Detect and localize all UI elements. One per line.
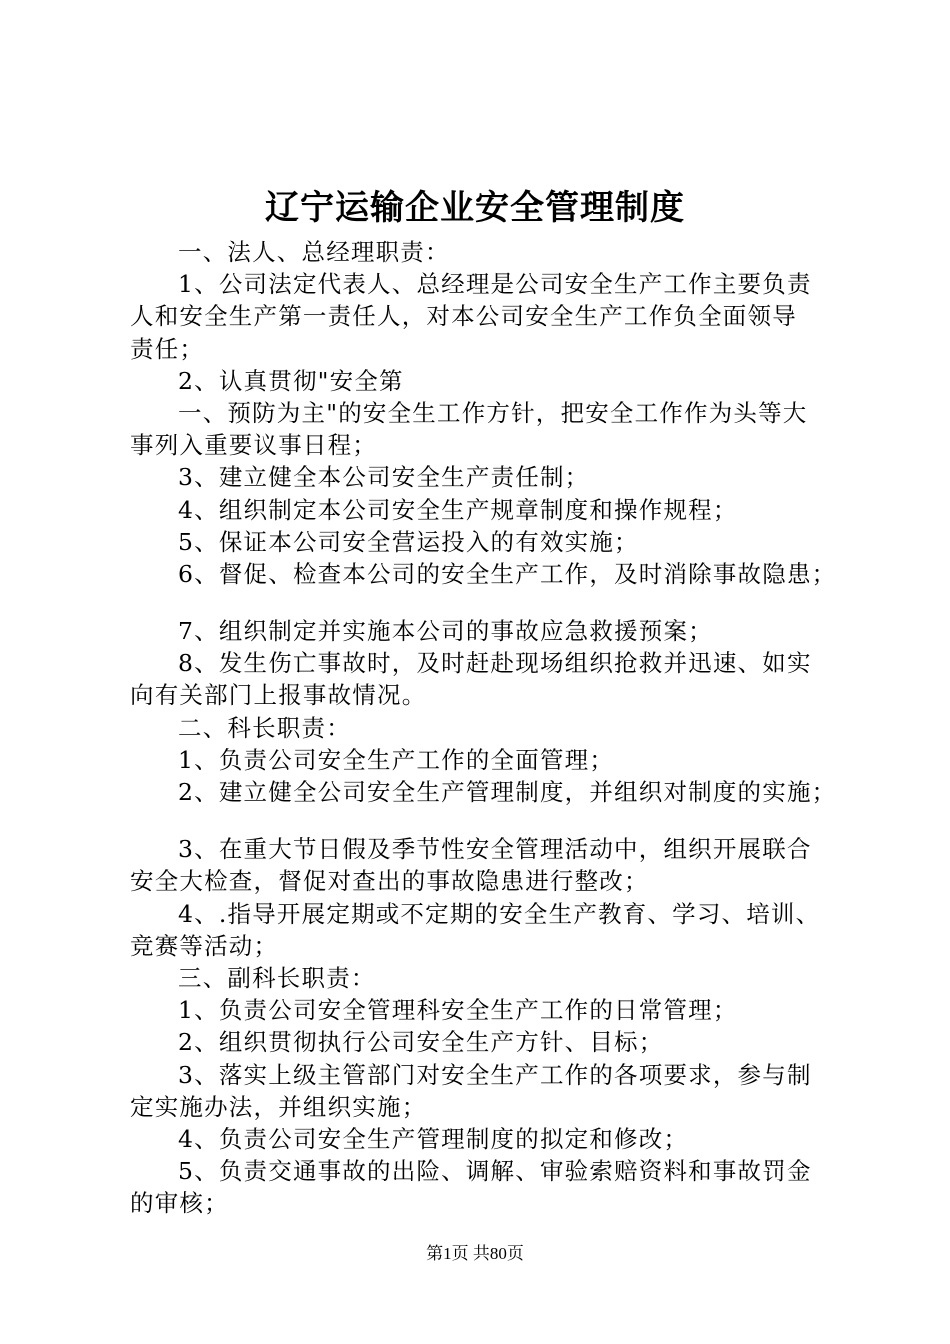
paragraph-line: 2、组织贯彻执行公司安全生产方针、目标； xyxy=(178,1028,664,1057)
paragraph-line: 定实施办法，并组织实施； xyxy=(130,1092,427,1121)
section-heading-1: 一、法人、总经理职责： xyxy=(178,238,450,266)
paragraph-line: 7、组织制定并实施本公司的事故应急救援预案； xyxy=(178,617,713,646)
paragraph-line: 人和安全生产第一责任人，对本公司安全生产工作负全面领导 xyxy=(130,302,797,331)
paragraph-line: 4、.指导开展定期或不定期的安全生产教育、学习、培训、 xyxy=(178,899,821,928)
paragraph-line: 3、建立健全本公司安全生产责任制； xyxy=(178,463,590,492)
paragraph-line: 5、负责交通事故的出险、调解、审验索赔资料和事故罚金 xyxy=(178,1157,812,1186)
page-footer: 第1页 共80页 xyxy=(426,1244,524,1263)
paragraph-gap xyxy=(130,590,830,615)
paragraph-line: 3、落实上级主管部门对安全生产工作的各项要求，参与制 xyxy=(178,1060,812,1089)
paragraph-line: 6、督促、检查本公司的安全生产工作，及时消除事故隐患； xyxy=(178,559,837,588)
paragraph-line: 4、负责公司安全生产管理制度的拟定和修改； xyxy=(178,1124,689,1153)
paragraph-line: 4、组织制定本公司安全生产规章制度和操作规程； xyxy=(178,495,738,524)
paragraph-line: 1、负责公司安全管理科安全生产工作的日常管理； xyxy=(178,996,738,1025)
paragraph-line: 竞赛等活动； xyxy=(130,931,279,960)
section-heading-3: 三、副科长职责： xyxy=(178,963,376,992)
paragraph-line: 向有关部门上报事故情况。 xyxy=(130,681,427,710)
document-body xyxy=(130,236,837,1219)
paragraph-line: 2、认真贯彻"安全第 xyxy=(178,366,404,395)
paragraph-line: 一、预防为主"的安全生工作方针，把安全工作作为头等大 xyxy=(178,398,808,427)
paragraph-line: 1、公司法定代表人、总经理是公司安全生产工作主要负责 xyxy=(178,270,812,299)
document-title: 辽宁运输企业安全管理制度 xyxy=(265,188,685,228)
paragraph-line: 1、负责公司安全生产工作的全面管理； xyxy=(178,745,615,774)
paragraph-line: 事列入重要议事日程； xyxy=(130,431,377,460)
paragraph-line: 2、建立健全公司安全生产管理制度，并组织对制度的实施； xyxy=(178,778,837,806)
paragraph-line: 5、保证本公司安全营运投入的有效实施； xyxy=(178,527,639,556)
section-heading-2: 二、科长职责： xyxy=(178,713,351,742)
paragraph-line: 安全大检查，督促对查出的事故隐患进行整改； xyxy=(130,867,649,896)
paragraph-line: 8、发生伤亡事故时，及时赶赴现场组织抢救并迅速、如实 xyxy=(178,649,812,678)
paragraph-gap xyxy=(130,808,830,833)
paragraph-line: 3、在重大节日假及季节性安全管理活动中，组织开展联合 xyxy=(178,835,812,864)
paragraph-line: 责任； xyxy=(130,334,205,363)
paragraph-line: 的审核； xyxy=(130,1189,229,1218)
